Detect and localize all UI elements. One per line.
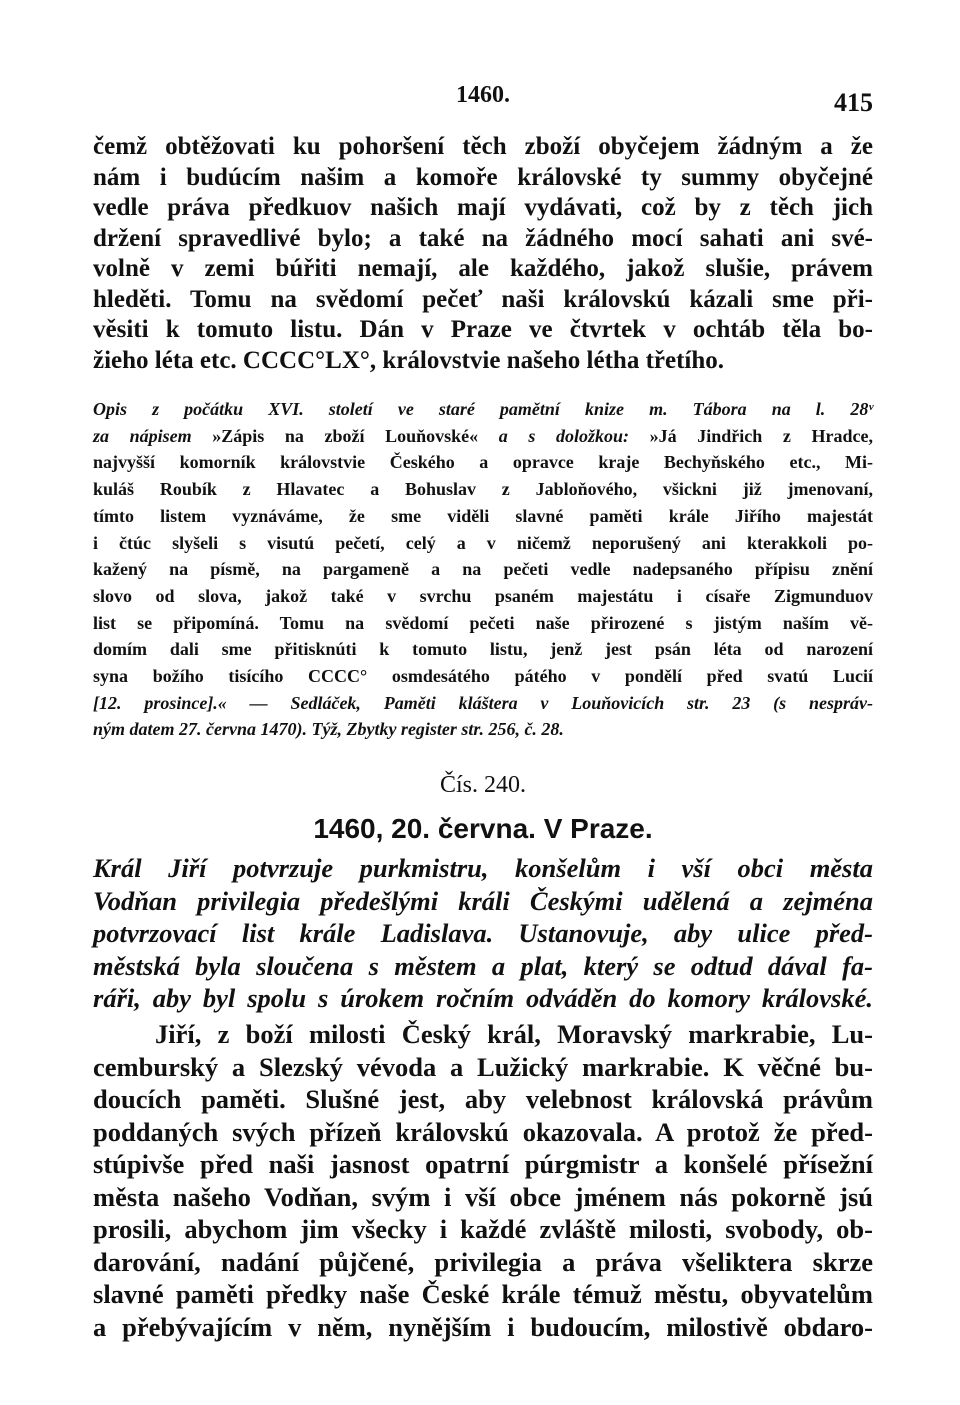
- text-line: žieho léta etc. CCCC°LX°, královstvie našeho létha třetího.: [93, 346, 725, 374]
- regest-line: potvrzovací list krále Ladislava. Ustanovuje, aby ulice před-: [93, 918, 873, 948]
- document-number: Čís. 240.: [439, 772, 526, 798]
- running-head-year: 1460.: [456, 82, 510, 108]
- note-segment: kuláš Roubík z Hlavatec a Bohuslav z Jabloňového, všickni již jmenovaní,: [93, 479, 873, 500]
- text-line: držení spravedlivé bylo; a také na žádného mocí sahati ani své-: [93, 224, 873, 252]
- note-segment: »Já Jindřich z Hradce,: [649, 425, 873, 446]
- note-segment: i čtúc slyšeli s visutú pečetí, celý a v ničemž neporušený ani kterakkoli po-: [93, 532, 873, 553]
- note-segment: a s doložkou:: [498, 425, 650, 446]
- note-line: [93, 610, 873, 637]
- text-line: vedle práva předkuov našich mají vydávati, což by z těch jich: [93, 194, 873, 221]
- charter-line: cemburský a Slezský vévoda a Lužický markrabie. K věčné bu-: [93, 1051, 873, 1082]
- charter-text: [93, 1018, 873, 1343]
- charter-continuation-text: [93, 132, 873, 376]
- note-segment: domím dali sme přitisknúti k tomuto listu, jenž jest psán léta od narození: [93, 639, 873, 660]
- note-segment: slovo od slova, jakož také v svrchu psaném majestátu i císaře Zigmunduov: [93, 585, 873, 606]
- note-line: [93, 636, 873, 663]
- note-segment: ným datem 27. června 1470). Týž, Zbytky register str. 256, č. 28.: [93, 719, 564, 740]
- regest-line: ráři, aby byl spolu s úrokem ročním odváděn do komory královské.: [93, 983, 873, 1013]
- text-line: volně v zemi búřiti nemají, ale každého, jakož slušie, právem: [93, 255, 873, 282]
- text-line: věsiti k tomuto listu. Dán v Praze ve čtvrtek v ochtáb těla bo-: [93, 316, 873, 343]
- note-segment: [12. prosince].« — Sedláček, Paměti kláštera v Louňovicích str. 23 (s nespráv-: [93, 692, 873, 713]
- note-line: [93, 503, 873, 530]
- charter-line: slavné paměti předky naše České krále témuž městu, obyvatelům: [93, 1279, 873, 1309]
- note-segment: kažený na písmě, na pargameně a na pečeti vedle nadepsaného přípisu znění: [93, 559, 873, 580]
- charter-line: doucích paměti. Slušné jest, aby velebnost královská právům: [93, 1084, 873, 1114]
- page-number: 415: [834, 88, 873, 117]
- note-line: [93, 449, 873, 476]
- note-line: [93, 396, 873, 423]
- page-header: [93, 78, 873, 118]
- charter-line: prosili, abychom jim všecky i každé zvláště milosti, svobody, ob-: [93, 1214, 873, 1244]
- note-line: [93, 476, 873, 503]
- note-line: [93, 423, 873, 450]
- note-line: [93, 530, 873, 557]
- note-segment: list se připomíná. Tomu na svědomí pečeti naše přirozené s jistým naším vě-: [93, 612, 873, 633]
- note-segment: »Zápis na zboží Louňovské«: [212, 425, 499, 446]
- charter-line: stúpivše před naši jasnost opatrní púrgmistr a konšelé přísežní: [93, 1149, 873, 1179]
- note-segment: syna božího tisícího CCCC° osmdesátého pátého v pondělí před svatú Lucií: [93, 666, 873, 687]
- charter-line: poddaných svých přízeň královskú okazovala. A protož že před-: [93, 1116, 873, 1147]
- charter-line: darování, nadání půjčené, privilegia a práva všeliktera skrze: [93, 1246, 873, 1277]
- source-note: [93, 396, 873, 743]
- regest-line: Vodňan privilegia předešlými králi Českými udělená a zejména: [93, 885, 873, 916]
- text-line: nám i budúcím našim a komoře královské ty summy obyčejné: [93, 163, 873, 191]
- note-line: [93, 663, 873, 690]
- regest: [93, 852, 873, 1015]
- regest-line: Král Jiří potvrzuje purkmistru, konšelům i vší obci města: [93, 853, 873, 883]
- note-segment: najvyšší komorník královstvie Českého a opravce kraje Bechyňského etc., Mi-: [93, 452, 873, 473]
- text-line: hleděti. Tomu na svědomí pečeť naši královskú kázali sme při-: [93, 285, 873, 313]
- note-segment: Opis z počátku XVI. století ve staré pamětní knize m. Tábora na l. 28ᵛ: [93, 399, 873, 419]
- regest-line: městská byla sloučena s městem a plat, který se odtud dával fa-: [93, 950, 873, 981]
- note-segment: tímto listem vyznáváme, že sme viděli slavné paměti krále Jiřího majestát: [93, 505, 873, 526]
- charter-line: Jiří, z boží milosti Český král, Moravský markrabie, Lu-: [155, 1019, 873, 1049]
- note-line: [93, 556, 873, 583]
- note-line: [93, 690, 873, 717]
- note-line: [93, 716, 873, 743]
- note-segment: za nápisem: [93, 425, 213, 446]
- text-line: čemž obtěžovati ku pohoršení těch zboží obyčejem žádným a že: [93, 133, 873, 160]
- note-line: [93, 583, 873, 610]
- charter-line: města našeho Vodňan, svým i vší obce jménem nás pokorně jsú: [93, 1181, 873, 1212]
- charter-line: a přebývajícím v něm, nynějším i budoucím, milostivě obdaro-: [93, 1311, 873, 1342]
- document-date-place: 1460, 20. června. V Praze.: [313, 813, 653, 844]
